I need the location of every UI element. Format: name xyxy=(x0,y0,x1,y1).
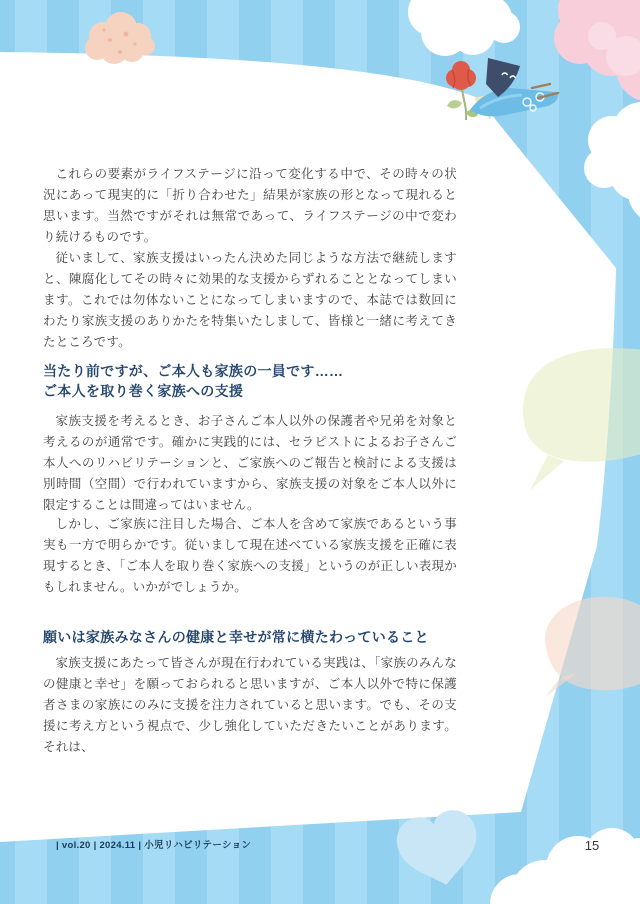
section1-heading-line1: 当たり前ですが、ご本人も家族の一員です…… xyxy=(43,363,344,379)
section1-heading xyxy=(43,361,483,401)
cloud-icon-pink xyxy=(554,0,640,102)
intro-paragraph-1: これらの要素がライフステージに沿って変化する中で、その時々の状況にあって現実的に「折り合わせた」結果が家族の形となって現れると思います。当然ですがそれは無常であって、ライフステージの中で変わり続けるものです。 xyxy=(43,167,457,244)
section1-heading-line2: ご本人を取り巻く家族への支援 xyxy=(43,383,244,399)
cloud-icon-right xyxy=(584,102,640,224)
heart-icon xyxy=(392,806,485,893)
cloud-icon-top-center xyxy=(408,0,520,56)
section1-paragraph-1: 家族支援を考えるとき、お子さんご本人以外の保護者や兄弟を対象と考えるのが通常です。確かに実践的には、セラピストによるお子さんご本人へのリハビリテーションと、ご家族へのご報告と検討による支援は別時間（空間）で行われていますから、家族支援の対象をご本人以外に限定することは間違ってはいません。 xyxy=(43,414,457,512)
cloud-icon-page-number xyxy=(490,828,640,904)
section2-heading: 願いは家族みなさんの健康と幸せが常に横たわっていること xyxy=(43,629,429,645)
speech-bubble-peach xyxy=(545,597,640,697)
issue-footer: | vol.20 | 2024.11 | 小児リハビリテーション xyxy=(56,840,252,851)
section2-paragraph-1: 家族支援にあたって皆さんが現在行われている実践は、「家族のみんなの健康と幸せ」を願っておられると思いますが、ご本人以外で特に保護者さまの家族にのみに支援を注力されていると思います。でも、その支援に考え方という視点で、少し強化していただきたいことがあります。それは、 xyxy=(43,656,457,754)
section1-paragraph-2: しかし、ご家族に注目した場合、ご本人を含めて家族であるという事実も一方で明らかです。従いまして現在述べている家族支援を正確に表現するとき、「ご本人を取り巻く家族への支援」というのが正しい表現かもしれません。いかがでしょうか。 xyxy=(43,517,457,594)
page-number: 15 xyxy=(584,838,600,853)
intro-paragraph-2: 従いまして、家族支援はいったん決めた同じような方法で継続しますと、陳腐化してその時々に効果的な支援からずれることとなってしまいます。これでは勿体ないことになってしまいますので、本誌では数回にわたり家族支援のありかたを特集いたしまして、皆様と一緒に考えてきたところです。 xyxy=(43,251,457,349)
bird-icon xyxy=(470,58,558,120)
